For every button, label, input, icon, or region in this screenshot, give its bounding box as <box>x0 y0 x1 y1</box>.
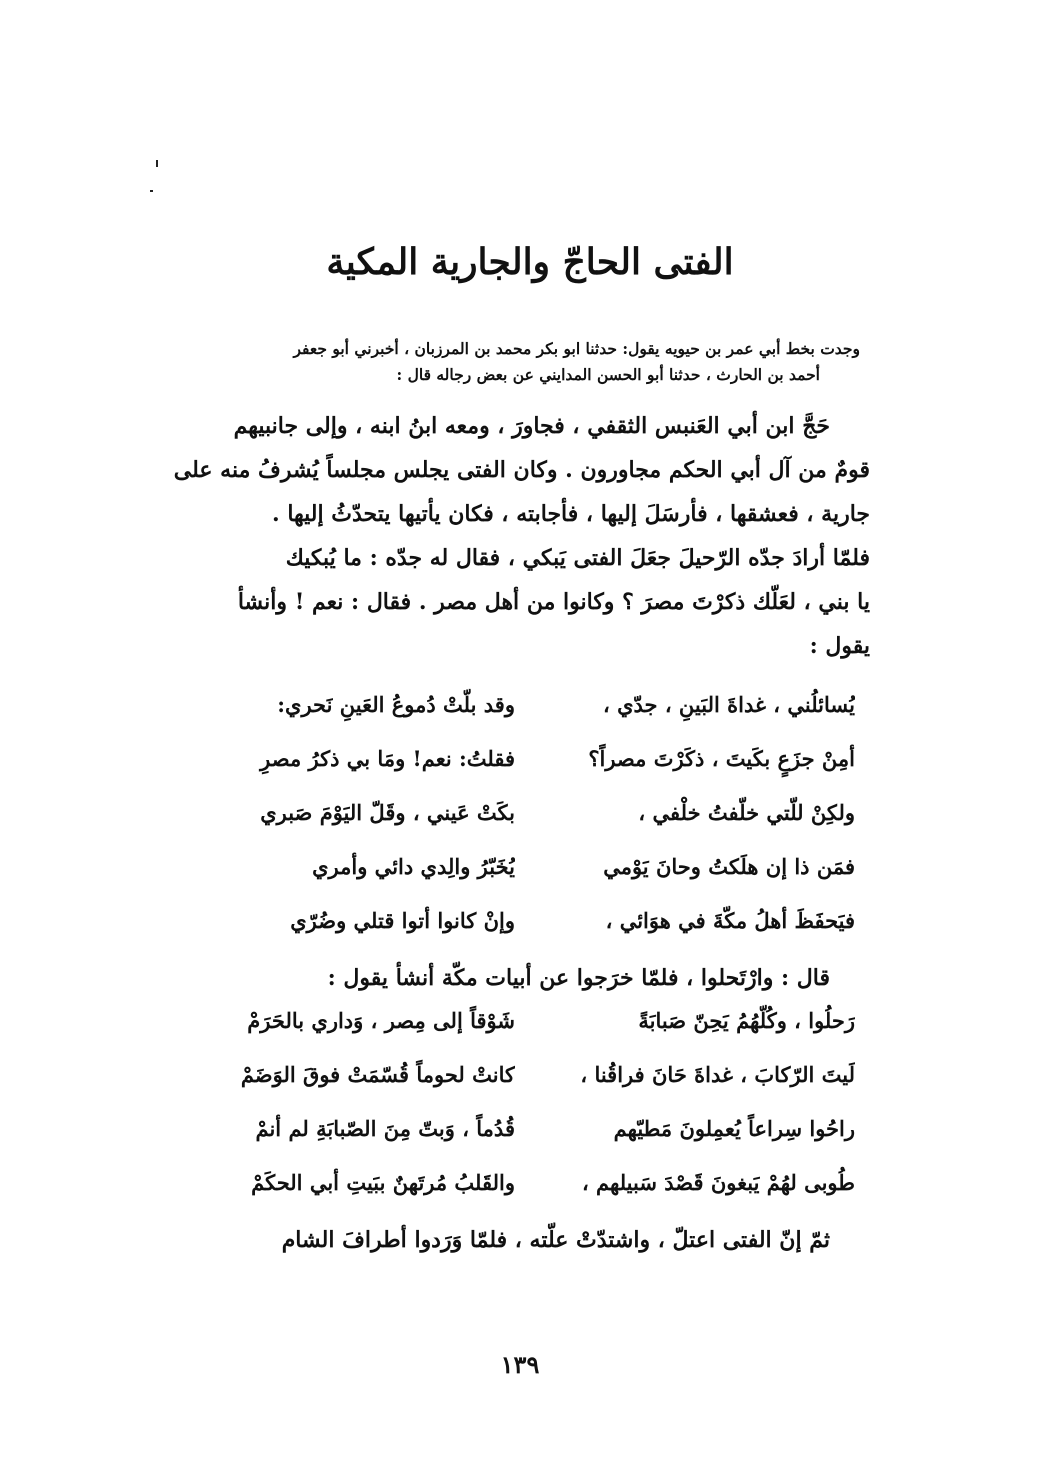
verse <box>195 1156 855 1210</box>
hemistich-first: فيَحفَظَ أهلُ مكّةَ في هوَائي ، <box>605 908 855 933</box>
verse <box>195 894 855 948</box>
text-line: فلمّا أرادَ جدّه الرّحيلَ جعَلَ الفتى يَبكي ، فقال له جدّه : ما يُبكيك <box>285 545 870 571</box>
hemistich-second: كانتْ لحوماً قُسّمَتْ فوقَ الوَضَمْ <box>240 1062 515 1087</box>
hemistich-first: راحُوا سِراعاً يُعمِلونَ مَطيّهم <box>613 1116 855 1141</box>
hemistich-second: والقَلبُ مُرتَهنٌ ببَيتِ أبي الحكَمْ <box>251 1170 515 1195</box>
verse <box>195 732 855 786</box>
isnad-line: وجدت بخط أبي عمر بن حيويه يقول: حدثنا ابو بكر محمد بن المرزبان ، أخبرني أبو جعفر <box>293 339 860 358</box>
poem-1 <box>195 678 855 948</box>
hemistich-first: ولكِنْ للّتي خلّفتُ خلْفي ، <box>638 800 855 825</box>
text-line: يا بني ، لعَلّك ذكرْتَ مصرَ ؟ وكانوا من أهل مصر . فقال : نعم ! وأنشأ <box>237 589 870 615</box>
hemistich-first: أمِنْ جزَعٍ بكَيتَ ، ذكَرْتَ مصراً؟ <box>588 746 855 771</box>
hemistich-second: بكَتْ عَيني ، وقَلّ اليَوْمَ صَبري <box>260 800 515 825</box>
verse <box>195 1102 855 1156</box>
verse <box>195 994 855 1048</box>
text-line: ثمّ إنّ الفتى اعتلّ ، واشتدّتْ علّته ، فلمّا وَرَدوا أطرافَ الشام <box>281 1227 830 1253</box>
isnad-line: أحمد بن الحارث ، حدثنا أبو الحسن المدايني عن بعض رجاله قال : <box>396 365 820 384</box>
verse <box>195 1048 855 1102</box>
hemistich-second: فقلتُ: نعم! ومَا بي ذكرُ مصرِ <box>260 746 515 771</box>
hemistich-first: فمَن ذا إن هلَكتُ وحانَ يَوْمي <box>603 854 855 879</box>
paragraph-3 <box>160 1218 870 1262</box>
hemistich-second: قُدُماً ، وَبتّ مِنَ الصّبابَةِ لم أنمْ <box>255 1116 515 1141</box>
page-number: ١٣٩ <box>500 1350 540 1379</box>
verse <box>195 786 855 840</box>
verse <box>195 678 855 732</box>
hemistich-first: يُسائلُني ، غداةَ البَينِ ، جدّي ، <box>603 692 855 717</box>
chapter-title: الفتى الحاجّ والجارية المكية <box>326 241 734 283</box>
poem-2 <box>195 994 855 1210</box>
hemistich-second: شَوْقاً إلى مِصر ، وَداري بالحَرَمْ <box>247 1008 515 1033</box>
scan-specks <box>150 160 162 200</box>
text-line: قال : وارْتَحلوا ، فلمّا خرَجوا عن أبيات مكّة أنشأ يقول : <box>327 965 830 991</box>
scan-speck <box>156 160 158 167</box>
paragraph-1 <box>160 404 870 668</box>
text-line: يقول : <box>809 633 870 659</box>
hemistich-second: يُخَبّرُ والِدي دائي وأمري <box>312 854 515 879</box>
text-line: حَجَّ ابن أبي العَنبس الثقفي ، فجاورَ ، ومعه ابنُ ابنه ، وإلى جانبيهم <box>233 413 830 439</box>
text-line: قومٌ من آل أبي الحكم مجاورون . وكان الفتى يجلس مجلساً يُشرفُ منه على <box>173 457 870 483</box>
scan-speck <box>150 190 153 192</box>
hemistich-second: وقد بلّتْ دُموعُ العَينِ نَحري: <box>277 692 515 717</box>
hemistich-first: لَيتَ الرّكابَ ، غداةَ حَانَ فراقُنا ، <box>580 1062 855 1087</box>
text-line: جارية ، فعشقها ، فأرسَلَ إليها ، فأجابته ، فكان يأتيها يتحدّثُ إليها . <box>272 501 870 527</box>
isnad-block <box>220 336 860 388</box>
verse <box>195 840 855 894</box>
hemistich-first: طُوبى لهُمْ يَبغونَ قَصْدَ سَبيلهم ، <box>581 1170 855 1195</box>
hemistich-first: رَحلُوا ، وكُلّهُمُ يَحِنّ صَبابَةً <box>638 1008 855 1033</box>
hemistich-second: وإنْ كانوا أتوا قتلي وضُرّي <box>290 908 515 933</box>
